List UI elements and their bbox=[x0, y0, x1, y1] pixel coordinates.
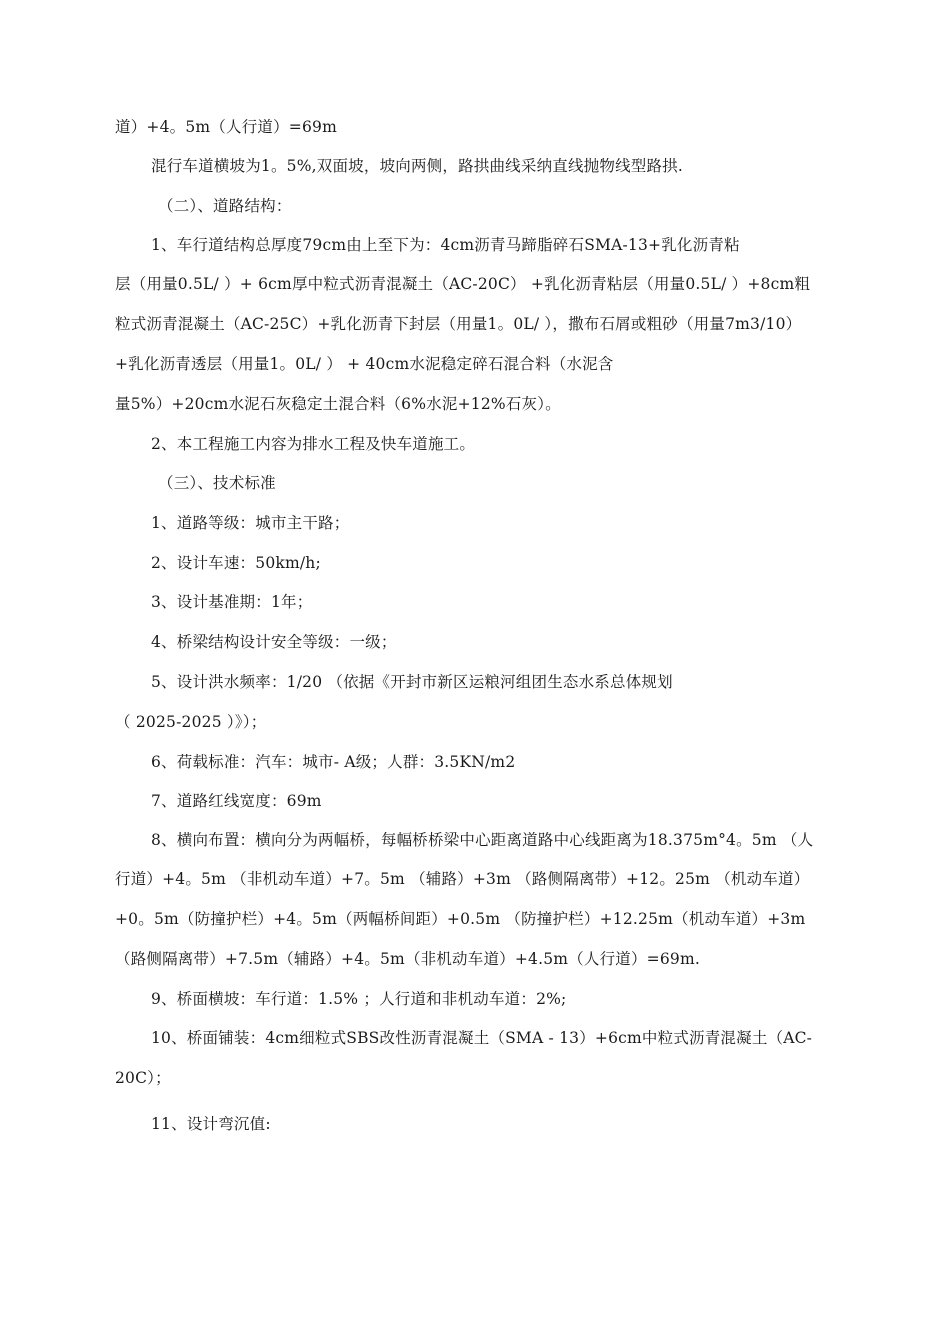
text-line-design-period: 3、设计基准期：1年； bbox=[151, 593, 313, 611]
text-line-pavement-5: 量5%）+20cm水泥石灰稳定土混合料（6%水泥+12%石灰）。 bbox=[115, 395, 561, 413]
text-line-flood-frequency-cont: （ 2025-2025 ）》）； bbox=[115, 713, 267, 731]
text-line-pavement-1: 1、车行道结构总厚度79cm由上至下为：4cm沥青马蹄脂碎石SMA-13+乳化沥青粘 bbox=[151, 236, 740, 254]
text-line-pavement-4: +乳化沥青透层（用量1。0L/ ） + 40cm水泥稳定碎石混合料（水泥含 bbox=[115, 355, 614, 373]
text-line-layout-1: 8、横向布置：横向分为两幅桥，每幅桥桥梁中心距离道路中心线距离为18.375m°4。5m （人 bbox=[151, 831, 814, 849]
text-line-cross-slope: 混行车道横坡为1。5%,双面坡，坡向两侧，路拱曲线采纳直线抛物线型路拱. bbox=[151, 157, 684, 175]
text-line-red-line-width: 7、道路红线宽度：69m bbox=[151, 792, 322, 810]
text-line-flood-frequency: 5、设计洪水频率：1/20 （依据《开封市新区运粮河组团生态水系总体规划 bbox=[151, 673, 673, 691]
text-line-design-speed: 2、设计车速：50km/h; bbox=[151, 554, 321, 572]
text-line-pavement-2: 层（用量0.5L/ ）+ 6cm厚中粒式沥青混凝土（AC-20C） +乳化沥青粘层（用量0.5L/ ）+8cm粗 bbox=[115, 275, 811, 293]
text-line-scope: 2、本工程施工内容为排水工程及快车道施工。 bbox=[151, 435, 476, 453]
text-line-deck-slope: 9、桥面横坡：车行道：1.5% ；人行道和非机动车道：2%; bbox=[151, 990, 567, 1008]
text-line-layout-3: +0。5m（防撞护栏）+4。5m（两幅桥间距）+0.5m （防撞护栏）+12.25m（机动车道）+3m bbox=[115, 910, 806, 928]
text-line-layout-4: （路侧隔离带）+7.5m（辅路）+4。5m（非机动车道）+4.5m（人行道）=69m. bbox=[115, 950, 701, 968]
text-line-deck-paving-cont: 20C）； bbox=[115, 1069, 171, 1087]
text-line-deflection: 11、设计弯沉值: bbox=[151, 1115, 271, 1133]
text-line-safety-grade: 4、桥梁结构设计安全等级：一级； bbox=[151, 633, 397, 651]
text-line-load-standard: 6、荷载标准：汽车：城市- A级；人群：3.5KN/m2 bbox=[151, 753, 516, 771]
text-line-layout-2: 行道）+4。5m （非机动车道）+7。5m （辅路）+3m （路侧隔离带）+12。25m （机动车道） bbox=[115, 870, 810, 888]
text-line-pavement-3: 粒式沥青混凝土（AC-25C）+乳化沥青下封层（用量1。0L/ ），撒布石屑或粗砂（用量7m3/10） bbox=[115, 315, 802, 333]
text-line-road-grade: 1、道路等级：城市主干路； bbox=[151, 514, 350, 532]
text-line-continuation: 道）+4。5m（人行道）=69m bbox=[115, 118, 338, 136]
section-heading-road-structure: （二）、道路结构： bbox=[158, 197, 292, 215]
text-line-deck-paving: 10、桥面铺装：4cm细粒式SBS改性沥青混凝土（SMA - 13）+6cm中粒式沥青混凝土（AC- bbox=[151, 1029, 813, 1047]
section-heading-technical-standards: （三）、技术标准 bbox=[158, 474, 276, 492]
